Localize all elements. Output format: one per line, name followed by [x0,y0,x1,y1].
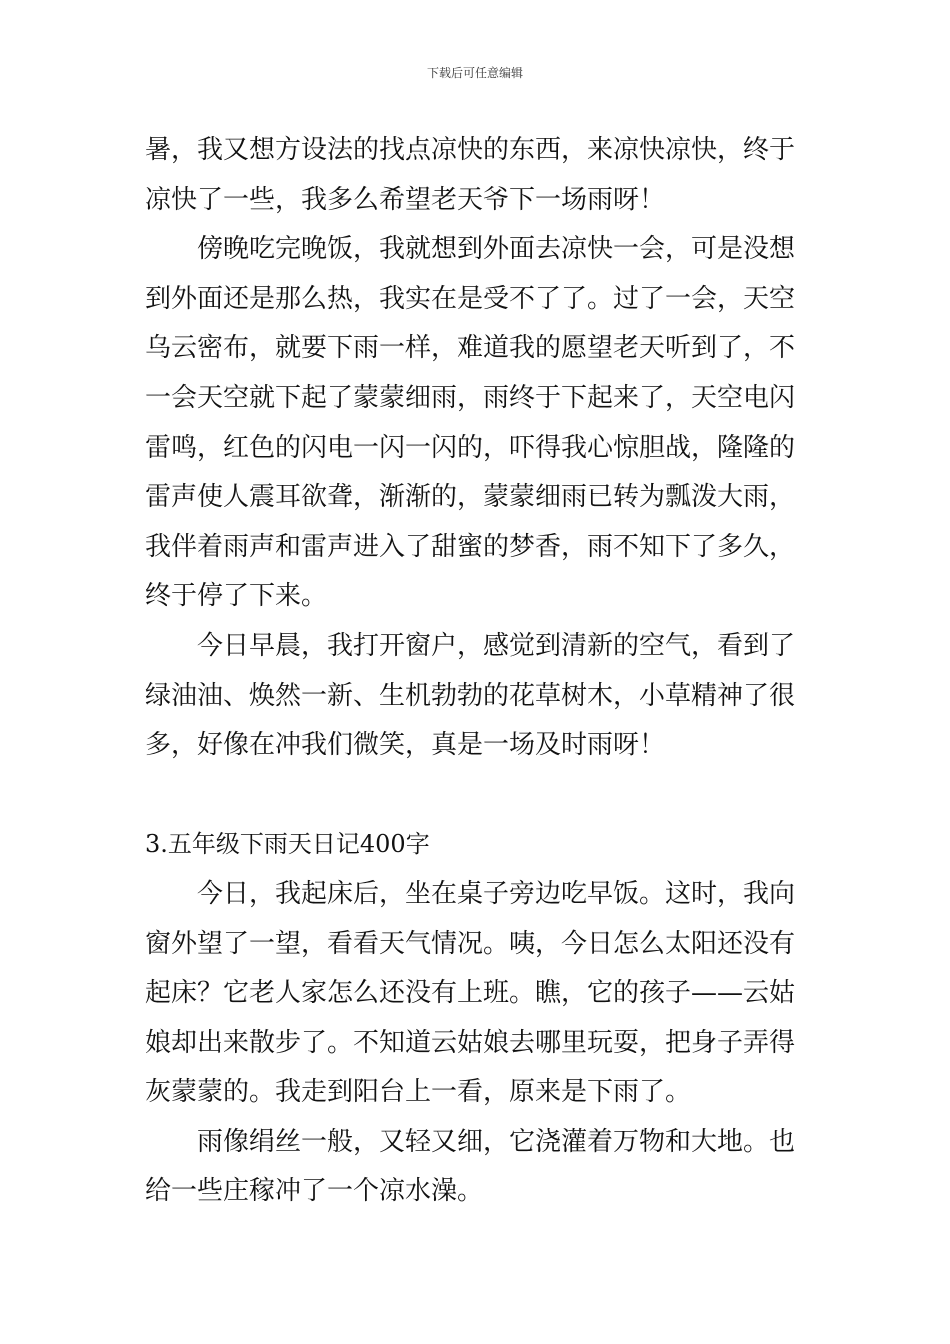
text-line: 灰蒙蒙的。我走到阳台上一看，原来是下雨了。 [145,1077,692,1108]
text-line: 到外面还是那么热，我实在是受不了了。过了一会，天空 [145,283,796,314]
paragraph-gap [145,771,807,821]
document-body [145,126,807,1217]
text-line: 暑，我又想方设法的找点凉快的东西，来凉快凉快，终于 [145,135,796,165]
text-line: 窗外望了一望，看看天气情况。咦，今日怎么太阳还没有 [145,928,796,959]
text-line: 凉快了一些，我多么希望老天爷下一场雨呀！ [145,184,666,215]
text-line: 乌云密布，就要下雨一样，难道我的愿望老天听到了，不 [145,333,796,364]
paragraph-1 [145,126,807,225]
paragraph-2 [145,225,807,622]
paragraph-5 [145,1118,807,1217]
text-line: 起床？它老人家怎么还没有上班。瞧，它的孩子——云姑 [145,978,796,1009]
text-line: 我伴着雨声和雷声进入了甜蜜的梦香，雨不知下了多久， [145,531,796,562]
text-line: 一会天空就下起了蒙蒙细雨，雨终于下起来了，天空电闪 [145,382,796,413]
text-line: 多，好像在冲我们微笑，真是一场及时雨呀！ [145,730,666,761]
text-line: 雷鸣，红色的闪电一闪一闪的，吓得我心惊胆战，隆隆的 [145,432,796,463]
text-line: 傍晚吃完晚饭，我就想到外面去凉快一会，可是没想 [197,234,796,265]
text-line: 终于停了下来。 [145,581,328,612]
text-line: 雨像绢丝一般，又轻又细，它浇灌着万物和大地。也 [197,1126,796,1157]
paragraph-4 [145,870,807,1118]
paragraph-3 [145,622,807,771]
text-line: 雷声使人震耳欲聋，渐渐的，蒙蒙细雨已转为瓢泼大雨， [145,482,796,513]
text-line: 绿油油、焕然一新、生机勃勃的花草树木，小草精神了很 [145,680,796,711]
page-header: 下载后可任意编辑 [426,66,523,80]
text-line: 今日早晨，我打开窗户，感觉到清新的空气，看到了 [197,630,796,661]
text-line: 娘却出来散步了。不知道云姑娘去哪里玩耍，把身子弄得 [145,1027,796,1058]
text-line: 今日，我起床后，坐在桌子旁边吃早饭。这时，我向 [197,878,796,909]
section-heading: 3.五年级下雨天日记400字 [145,830,430,859]
text-line: 给一些庄稼冲了一个凉水澡。 [145,1176,484,1207]
